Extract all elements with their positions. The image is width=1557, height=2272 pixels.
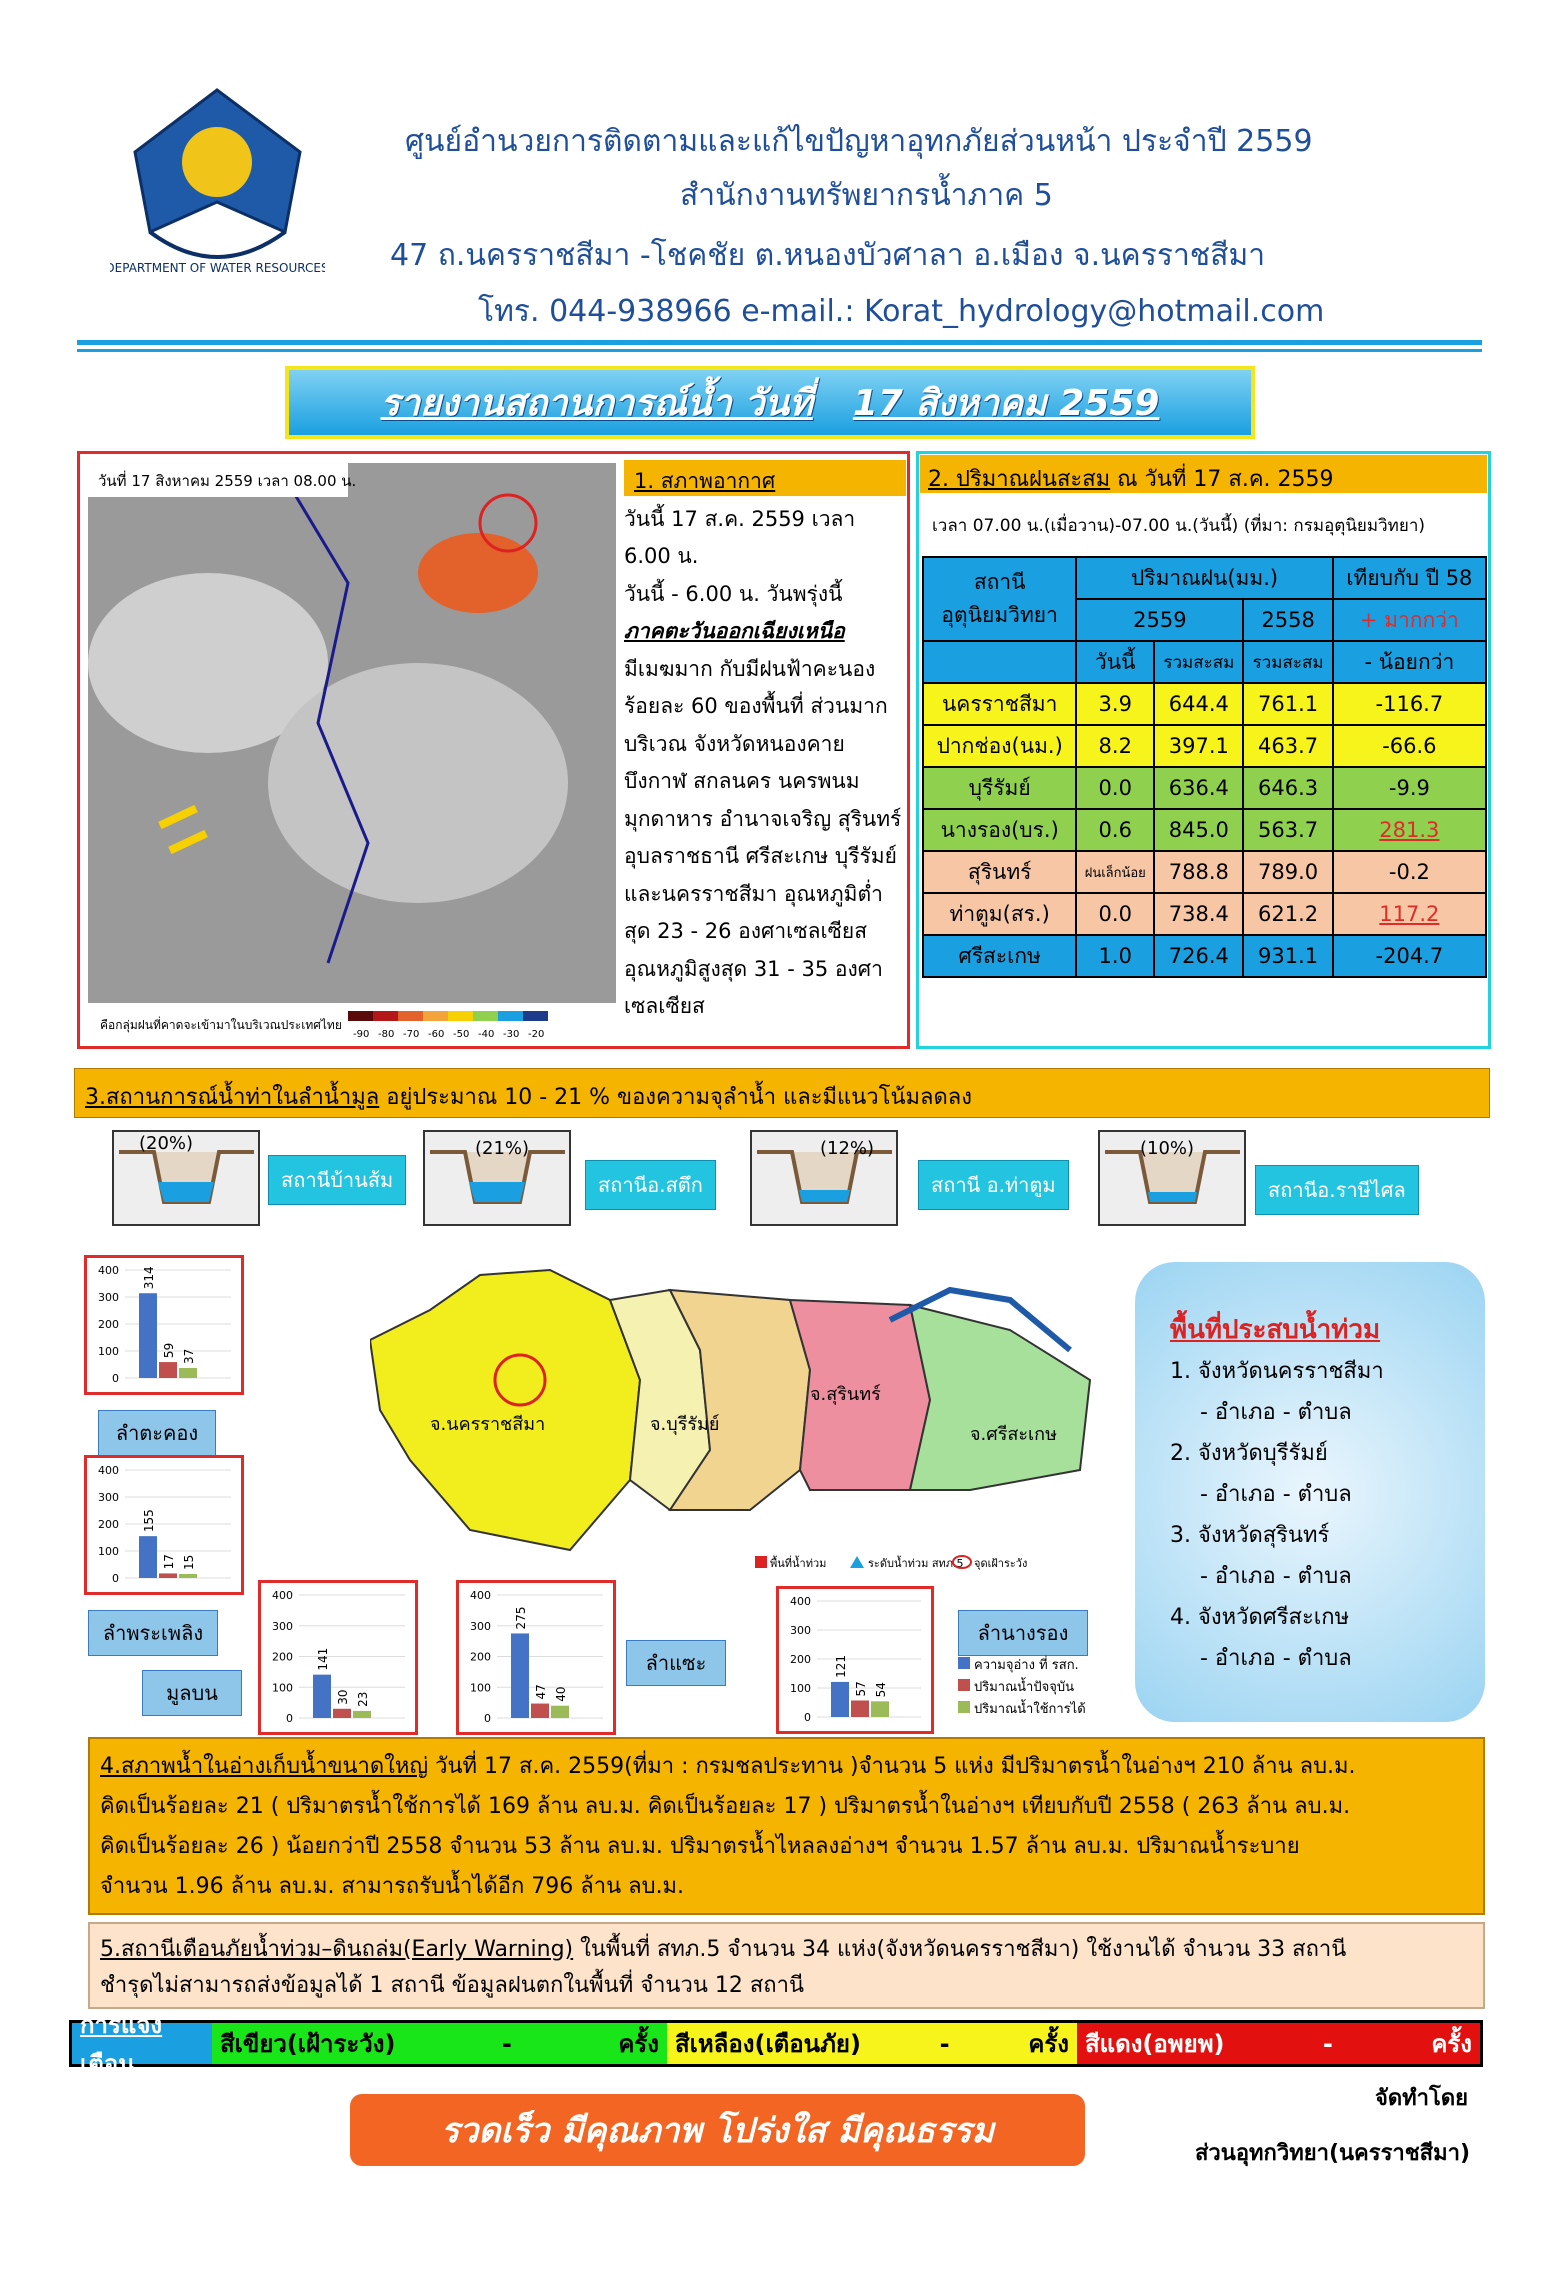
- axis-tick: 0: [484, 1712, 491, 1725]
- rain-cell-c58: 789.0: [1243, 851, 1332, 893]
- legend-capacity: ความจุอ่าง ที่ รสก.: [958, 1655, 1086, 1677]
- chart-lam-nang-rong: [776, 1586, 934, 1734]
- rain-cell-c59: 726.4: [1154, 935, 1243, 977]
- col-less: - น้อยกว่า: [1333, 641, 1486, 683]
- axis-tick: 100: [272, 1681, 293, 1695]
- chart-lam-sae: [456, 1580, 616, 1735]
- weather-line: บึงกาฬ สกลนคร นครพนม: [624, 769, 860, 793]
- bar: [179, 1574, 197, 1578]
- satellite-image: [88, 463, 616, 1043]
- reservoir-line3: คิดเป็นร้อยละ 26 ) น้อยกว่าปี 2558 จำนวน 53 ล้าน ลบ.ม. ปริมาตรน้ำไหลลงอ่างฯ จำนวน 1.57 ล้าน ลบ.ม. ปริมาณน้ำระบาย: [100, 1834, 1300, 1859]
- warning-strip: [69, 2010, 1483, 2078]
- rain-row: [923, 767, 1486, 809]
- bar: [511, 1633, 529, 1718]
- svg-text:คือกลุ่มฝนที่คาดจะเข้ามาในบริเ: คือกลุ่มฝนที่คาดจะเข้ามาในบริเวณประเทศไทย: [100, 1018, 342, 1032]
- bar: [333, 1709, 351, 1718]
- bar-value-label: 23: [356, 1691, 370, 1707]
- rain-heading-title: 2. ปริมาณฝนสะสม: [928, 467, 1111, 492]
- bar-value-label: 47: [534, 1684, 548, 1700]
- svg-text:จ.นครราชสีมา: จ.นครราชสีมา: [430, 1414, 546, 1435]
- axis-tick: 0: [286, 1712, 293, 1725]
- weather-line: อุบลราชธานี ศรีสะเกษ บุรีรัมย์: [624, 844, 897, 868]
- bar: [179, 1368, 197, 1378]
- rain-cell-diff: -9.9: [1333, 767, 1486, 809]
- rain-row: [923, 809, 1486, 851]
- label-lam-phra-phloeng: ลำพระเพลิง: [88, 1610, 218, 1656]
- report-banner: [285, 366, 1255, 439]
- flood-item: 4. จังหวัดศรีสะเกษ: [1170, 1605, 1350, 1630]
- rain-row: [923, 851, 1486, 893]
- col-rain: ปริมาณฝน(มม.): [1076, 557, 1332, 599]
- bar: [159, 1573, 177, 1578]
- rain-cell-today: 0.0: [1076, 893, 1154, 935]
- axis-tick: 0: [804, 1711, 811, 1724]
- river-section: [74, 1068, 1490, 1118]
- rain-cell-name: ปากช่อง(นม.): [923, 725, 1076, 767]
- weather-line: และนครราชสีมา อุณหภูมิต่ำ: [624, 881, 883, 906]
- axis-tick: 300: [98, 1291, 119, 1304]
- rain-cell-c59: 397.1: [1154, 725, 1243, 767]
- rain-cell-c58: 761.1: [1243, 683, 1332, 725]
- rain-cell-c58: 621.2: [1243, 893, 1332, 935]
- weather-line: มีเมฆมาก กับมีฝนฟ้าคะนอง: [624, 656, 876, 681]
- chart-lam-ta-khong: [84, 1255, 244, 1395]
- axis-tick: 400: [98, 1464, 119, 1477]
- rain-cell-diff: -66.6: [1333, 725, 1486, 767]
- axis-tick: 0: [112, 1572, 119, 1585]
- chart-lam-phra-phloeng: [84, 1455, 244, 1595]
- col-today: วันนี้: [1076, 641, 1154, 683]
- rain-cell-c59: 636.4: [1154, 767, 1243, 809]
- rain-cell-today: 0.0: [1076, 767, 1154, 809]
- gauge-satuek: [423, 1130, 571, 1226]
- station-satuek: สถานีอ.สตึก: [585, 1160, 716, 1210]
- bar: [139, 1293, 157, 1378]
- bar: [551, 1706, 569, 1718]
- early-warning-section: [88, 1922, 1485, 2009]
- weather-line: สุด 23 - 26 องศาเซลเซียส: [624, 919, 868, 943]
- flood-item: 1. จังหวัดนครราชสีมา: [1170, 1359, 1384, 1384]
- prepared-org: ส่วนอุทกวิทยา(นครราชสีมา): [1195, 2141, 1471, 2166]
- svg-text:-80: -80: [378, 1029, 395, 1040]
- gauge-tha-tum: [750, 1130, 898, 1226]
- weather-text: [624, 463, 904, 1026]
- chart-legend: [958, 1655, 1086, 1721]
- weather-heading: 1. สภาพอากาศ: [634, 469, 776, 493]
- rain-cell-today: 1.0: [1076, 935, 1154, 977]
- bar-value-label: 59: [162, 1342, 176, 1359]
- reservoir-line1: 4.สภาพน้ำในอ่างเก็บน้ำขนาดใหญ่ วันที่ 17 ส.ค. 2559(ที่มา : กรมชลประทาน )จำนวน 5 แห่ง มีปริมาตรน้ำในอ่างฯ 210 ล้าน ลบ.ม.: [100, 1754, 1356, 1779]
- svg-text:-30: -30: [503, 1029, 520, 1040]
- rain-cell-name: นครราชสีมา: [923, 683, 1076, 725]
- header-line3: 47 ถ.นครราชสีมา -โชคชัย ต.หนองบัวศาลา อ.เมือง จ.นครราชสีมา: [390, 238, 1266, 273]
- label-mun-bon: มูลบน: [142, 1670, 242, 1716]
- warning-label: การแจ้งเตือน: [72, 2023, 212, 2064]
- warning-green: สีเขียว(เฝ้าระวัง) - ครั้ง: [212, 2023, 667, 2064]
- rain-cell-c59: 644.4: [1154, 683, 1243, 725]
- svg-text:-90: -90: [353, 1029, 370, 1040]
- axis-tick: 200: [98, 1518, 119, 1531]
- svg-text:จ.สุรินทร์: จ.สุรินทร์: [810, 1384, 881, 1405]
- reservoir-line2: คิดเป็นร้อยละ 21 ( ปริมาตรน้ำใช้การได้ 169 ล้าน ลบ.ม. คิดเป็นร้อยละ 17 ) ปริมาตรน้ำในอ่างฯ เทียบกับปี 2558 ( 263 ล้าน ลบ.ม.: [100, 1794, 1351, 1819]
- weather-line: มุกดาหาร อำนาจเจริญ สุรินทร์: [624, 806, 902, 831]
- gauge-ban-som: [112, 1130, 260, 1226]
- weather-line: วันนี้ 17 ส.ค. 2559 เวลา 6.00 น.: [624, 506, 856, 568]
- bar: [353, 1711, 371, 1718]
- rain-cell-diff: -116.7: [1333, 683, 1486, 725]
- rain-cell-c58: 563.7: [1243, 809, 1332, 851]
- svg-text:(20%): (20%): [139, 1133, 194, 1154]
- flood-item: 3. จังหวัดสุรินทร์: [1170, 1523, 1330, 1548]
- col-2558: 2558: [1243, 599, 1332, 641]
- axis-tick: 300: [470, 1619, 491, 1633]
- col-cum59: รวมสะสม: [1154, 641, 1243, 683]
- bar: [851, 1700, 869, 1717]
- weather-line: วันนี้ - 6.00 น. วันพรุ่งนี้: [624, 581, 843, 606]
- axis-tick: 200: [790, 1653, 811, 1666]
- reservoir-section: [88, 1737, 1485, 1915]
- early-warning-line2: ชำรุดไม่สามารถส่งข้อมูลได้ 1 สถานี ข้อมูลฝนตกในพื้นที่ จำนวน 12 สถานี: [100, 1973, 804, 1998]
- bar-value-label: 17: [162, 1554, 176, 1570]
- warning-yellow: สีเหลือง(เตือนภัย) - ครั้ง: [667, 2023, 1077, 2064]
- bar: [531, 1704, 549, 1718]
- rain-heading-date: ณ วันที่ 17 ส.ค. 2559: [1117, 467, 1334, 492]
- early-warning-line1: 5.สถานีเตือนภัยน้ำท่วม–ดินถล่ม(Early Warning) ในพื้นที่ สทภ.5 จำนวน 34 แห่ง(จังหวัดนครราชสีมา) ใช้งานได้ จำนวน 33 สถานี: [100, 1937, 1347, 1962]
- bar-value-label: 30: [336, 1689, 350, 1705]
- flood-sub: - อำเภอ - ตำบล: [1200, 1400, 1352, 1425]
- legend-current: ปริมาณน้ำปัจจุบัน: [958, 1677, 1086, 1699]
- rain-period: เวลา 07.00 น.(เมื่อวาน)-07.00 น.(วันนี้) (ที่มา: กรมอุตุนิยมวิทยา): [932, 516, 1425, 536]
- rain-heading: [920, 455, 1487, 493]
- bar: [313, 1675, 331, 1718]
- svg-text:จ.ศรีสะเกษ: จ.ศรีสะเกษ: [970, 1424, 1057, 1445]
- axis-tick: 300: [790, 1624, 811, 1637]
- svg-text:(21%): (21%): [475, 1138, 530, 1159]
- rain-cell-name: สุรินทร์: [923, 851, 1076, 893]
- header-divider: [77, 340, 1482, 352]
- svg-text:จุดเฝ้าระวัง: จุดเฝ้าระวัง: [974, 1557, 1028, 1570]
- prepared-by: จัดทำโดย: [1375, 2086, 1469, 2111]
- svg-text:-60: -60: [428, 1029, 445, 1040]
- svg-text:วันที่ 17 สิงหาคม 2559 เวลา 08: วันที่ 17 สิงหาคม 2559 เวลา 08.00 น.: [98, 472, 357, 490]
- rain-cell-c59: 845.0: [1154, 809, 1243, 851]
- svg-text:จ.บุรีรัมย์: จ.บุรีรัมย์: [650, 1414, 720, 1435]
- rain-cell-diff: -0.2: [1333, 851, 1486, 893]
- col-2559: 2559: [1076, 599, 1243, 641]
- axis-tick: 400: [98, 1264, 119, 1277]
- axis-tick: 100: [790, 1682, 811, 1695]
- bar-value-label: 15: [182, 1554, 196, 1570]
- bar-value-label: 40: [554, 1686, 568, 1702]
- bar-value-label: 155: [142, 1509, 156, 1533]
- flood-item: 2. จังหวัดบุรีรัมย์: [1170, 1441, 1328, 1466]
- rain-cell-today: ฝนเล็กน้อย: [1076, 851, 1154, 893]
- rain-cell-today: 8.2: [1076, 725, 1154, 767]
- header-line1: ศูนย์อำนวยการติดตามและแก้ไขปัญหาอุทกภัยส่วนหน้า ประจำปี 2559: [405, 124, 1313, 159]
- banner-date: 17 สิงหาคม 2559: [852, 383, 1160, 424]
- rain-cell-c58: 646.3: [1243, 767, 1332, 809]
- rain-cell-diff: 281.3: [1333, 809, 1486, 851]
- bar: [139, 1536, 157, 1578]
- bar-value-label: 141: [316, 1647, 330, 1671]
- motto: รวดเร็ว มีคุณภาพ โปร่งใส มีคุณธรรม: [350, 2094, 1085, 2166]
- rain-row: [923, 683, 1486, 725]
- river-text: อยู่ประมาณ 10 - 21 % ของความจุลำน้ำ และมีแนวโน้มลดลง: [379, 1085, 972, 1110]
- axis-tick: 400: [272, 1589, 293, 1602]
- rain-cell-today: 3.9: [1076, 683, 1154, 725]
- weather-line: อุณหภูมิสูงสุด 31 - 35 องศา: [624, 956, 883, 981]
- label-lam-nang-rong: ลำนางรอง: [958, 1610, 1088, 1656]
- col-station: สถานี อุตุนิยมวิทยา: [923, 557, 1076, 641]
- bar-value-label: 275: [514, 1606, 528, 1630]
- rain-cell-diff: 117.2: [1333, 893, 1486, 935]
- weather-line: ร้อยละ 60 ของพื้นที่ ส่วนมาก: [624, 694, 888, 718]
- station-rasi-salai: สถานีอ.ราษีไศล: [1255, 1165, 1419, 1215]
- weather-line: บริเวณ จังหวัดหนองคาย: [624, 731, 845, 756]
- rain-cell-c58: 463.7: [1243, 725, 1332, 767]
- province-map: [370, 1230, 1110, 1580]
- axis-tick: 400: [470, 1589, 491, 1602]
- gauge-rasi-salai: [1098, 1130, 1246, 1226]
- svg-text:-50: -50: [453, 1029, 470, 1040]
- bar: [159, 1362, 177, 1378]
- axis-tick: 100: [98, 1545, 119, 1558]
- axis-tick: 0: [112, 1372, 119, 1385]
- rain-cell-c59: 738.4: [1154, 893, 1243, 935]
- bar: [871, 1701, 889, 1717]
- header-line2: สำนักงานทรัพยากรน้ำภาค 5: [680, 178, 1053, 213]
- col-cum58: รวมสะสม: [1243, 641, 1332, 683]
- logo: [110, 82, 325, 282]
- rain-row: [923, 935, 1486, 977]
- weather-line: เซลเซียส: [624, 994, 705, 1018]
- col-more: + มากกว่า: [1333, 599, 1486, 641]
- bar-value-label: 57: [854, 1681, 868, 1697]
- rain-cell-today: 0.6: [1076, 809, 1154, 851]
- bar-value-label: 314: [142, 1266, 156, 1290]
- flood-sub: - อำเภอ - ตำบล: [1200, 1482, 1352, 1507]
- chart-mun-bon: [258, 1580, 418, 1735]
- svg-text:พื้นที่น้ำท่วม: พื้นที่น้ำท่วม: [770, 1557, 827, 1570]
- station-tha-tum: สถานี อ.ท่าตูม: [918, 1160, 1069, 1210]
- station-ban-som: สถานีบ้านส้ม: [268, 1155, 406, 1205]
- bar-value-label: 37: [182, 1348, 196, 1365]
- svg-text:DEPARTMENT OF WATER RESOURCES: DEPARTMENT OF WATER RESOURCES: [110, 261, 325, 275]
- header-line4: โทร. 044-938966 e-mail.: Korat_hydrology@hotmail.com: [478, 294, 1325, 329]
- label-lam-sae: ลำแซะ: [626, 1640, 726, 1686]
- rain-cell-name: บุรีรัมย์: [923, 767, 1076, 809]
- svg-text:ระดับน้ำท่วม สทภ.5: ระดับน้ำท่วม สทภ.5: [868, 1557, 964, 1570]
- svg-text:กรมทรัพยากรน้ำ: กรมทรัพยากรน้ำ: [177, 220, 257, 233]
- axis-tick: 200: [272, 1650, 293, 1664]
- rain-cell-c58: 931.1: [1243, 935, 1332, 977]
- rain-cell-name: ท่าตูม(สร.): [923, 893, 1076, 935]
- svg-text:-20: -20: [528, 1029, 545, 1040]
- river-title: 3.สถานการณ์น้ำท่าในลำน้ำมูล: [85, 1085, 380, 1110]
- flood-sub: - อำเภอ - ตำบล: [1200, 1646, 1352, 1671]
- rain-row: [923, 725, 1486, 767]
- axis-tick: 200: [98, 1318, 119, 1331]
- reservoir-line4: จำนวน 1.96 ล้าน ลบ.ม. สามารถรับน้ำได้อีก 796 ล้าน ลบ.ม.: [100, 1874, 685, 1899]
- svg-text:-40: -40: [478, 1029, 495, 1040]
- warning-red: สีแดง(อพยพ) - ครั้ง: [1077, 2023, 1480, 2064]
- flood-panel-text: [1170, 1310, 1384, 1679]
- rain-cell-diff: -204.7: [1333, 935, 1486, 977]
- svg-text:(10%): (10%): [1140, 1138, 1195, 1159]
- rain-cell-c59: 788.8: [1154, 851, 1243, 893]
- rain-row: [923, 893, 1486, 935]
- axis-tick: 300: [272, 1619, 293, 1633]
- rain-table: [922, 556, 1487, 978]
- svg-text:-70: -70: [403, 1029, 420, 1040]
- axis-tick: 200: [470, 1650, 491, 1664]
- bar: [831, 1682, 849, 1717]
- rain-cell-name: ศรีสะเกษ: [923, 935, 1076, 977]
- weather-region: ภาคตะวันออกเฉียงเหนือ: [624, 619, 845, 643]
- bar-value-label: 121: [834, 1655, 848, 1678]
- axis-tick: 100: [470, 1681, 491, 1695]
- col-compare: เทียบกับ ปี 58: [1333, 557, 1486, 599]
- axis-tick: 400: [790, 1595, 811, 1608]
- banner-title: รายงานสถานการณ์น้ำ วันที่: [380, 383, 813, 424]
- legend-usable: ปริมาณน้ำใช้การได้: [958, 1699, 1086, 1721]
- label-lam-ta-khong: ลำตะคอง: [98, 1410, 216, 1456]
- rain-cell-name: นางรอง(บร.): [923, 809, 1076, 851]
- axis-tick: 300: [98, 1491, 119, 1504]
- flood-title: พื้นที่ประสบน้ำท่วม: [1170, 1315, 1381, 1345]
- bar-value-label: 54: [874, 1682, 888, 1698]
- svg-text:(12%): (12%): [820, 1138, 875, 1159]
- flood-sub: - อำเภอ - ตำบล: [1200, 1564, 1352, 1589]
- axis-tick: 100: [98, 1345, 119, 1358]
